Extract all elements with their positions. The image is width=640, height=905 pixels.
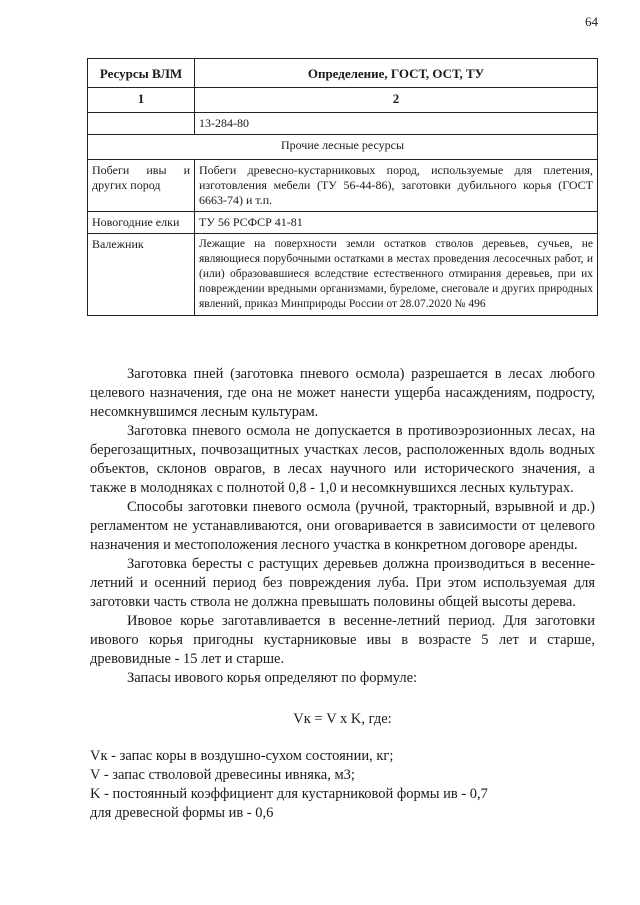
paragraph: Ивовое корье заготавливается в весенне-летний период. Для заготовки ивового корья пригодны кустарниковые ивы в возрасте 5 лет и старше, древовидные - 15 лет и старше. (90, 613, 595, 667)
resource-cell: Новогодние елки (88, 212, 195, 234)
body-text (90, 365, 595, 823)
definition-line: K - постоянный коэффициент для кустарниковой формы ив - 0,7 (90, 786, 488, 802)
section-row (88, 135, 598, 160)
definition-line: V - запас стволовой древесины ивняка, м3; (90, 767, 355, 783)
table-header-row (88, 59, 598, 88)
paragraph: Заготовка пней (заготовка пневого осмола) разрешается в лесах любого целевого назначения, где она не может нанести ущерба насаждениям, подросту, несомкнувшимся лесным культурам. (90, 366, 595, 420)
table-row (88, 113, 598, 135)
resource-cell: Валежник (88, 234, 195, 316)
paragraph: Запасы ивового корья определяют по формуле: (127, 670, 418, 686)
definition-cell: Лежащие на поверхности земли остатков стволов деревьев, сучьев, не являющиеся порубочными остатками в местах проведения лесосечных работ, и (или) образовавшиеся вследствие естественного отмирания деревьев, при их повреждении вредными организмами, буреломе, снеговале и других природных явлений, приказ Минприроды России от 28.07.2020 № 496 (195, 234, 598, 316)
section-title: Прочие лесные ресурсы (88, 135, 598, 160)
column-number-1: 1 (88, 88, 195, 113)
definition-line: для древесной формы ив - 0,6 (90, 805, 274, 821)
table-cell-empty (88, 113, 195, 135)
resource-cell: Побеги ивы и других пород (88, 160, 195, 212)
continuation-cell: 13-284-80 (195, 113, 598, 135)
column-number-2: 2 (195, 88, 598, 113)
paragraph: Способы заготовки пневого осмола (ручной, тракторный, взрывной и др.) регламентом не устанавливаются, они оговаривается в зависимости от целевого назначения и местоположения лесного участка в конкретном договоре аренды. (90, 499, 595, 553)
definition-cell: Побеги древесно-кустарниковых пород, используемые для плетения, изготовления мебели (ТУ 56-44-86), заготовки дубильного корья (ГОСТ 6663-74) и т.п. (195, 160, 598, 212)
paragraph: Заготовка бересты с растущих деревьев должна производиться в весенне-летний и осенний период без повреждения луба. При этом используемая для заготовки часть ствола не должна превышать половины общей высоты дерева. (90, 556, 595, 610)
formula: Vк = V x K, где: (293, 711, 392, 727)
resources-table (87, 58, 598, 316)
table-row (88, 234, 598, 316)
header-resources: Ресурсы ВЛМ (88, 59, 195, 88)
table-row (88, 160, 598, 212)
definition-cell: ТУ 56 РСФСР 41-81 (195, 212, 598, 234)
definition-line: Vк - запас коры в воздушно-сухом состоянии, кг; (90, 748, 394, 764)
header-definition: Определение, ГОСТ, ОСТ, ТУ (195, 59, 598, 88)
column-number-row (88, 88, 598, 113)
page-number: 64 (585, 14, 598, 29)
table-row (88, 212, 598, 234)
paragraph: Заготовка пневого осмола не допускается в противоэрозионных лесах, на берегозащитных, почвозащитных участках лесов, расположенных вдоль водных объектов, склонов оврагов, в лесах научного или исторического значения, а также в молодняках с полнотой 0,8 - 1,0 и несомкнувшихся лесных культурах. (90, 423, 595, 496)
